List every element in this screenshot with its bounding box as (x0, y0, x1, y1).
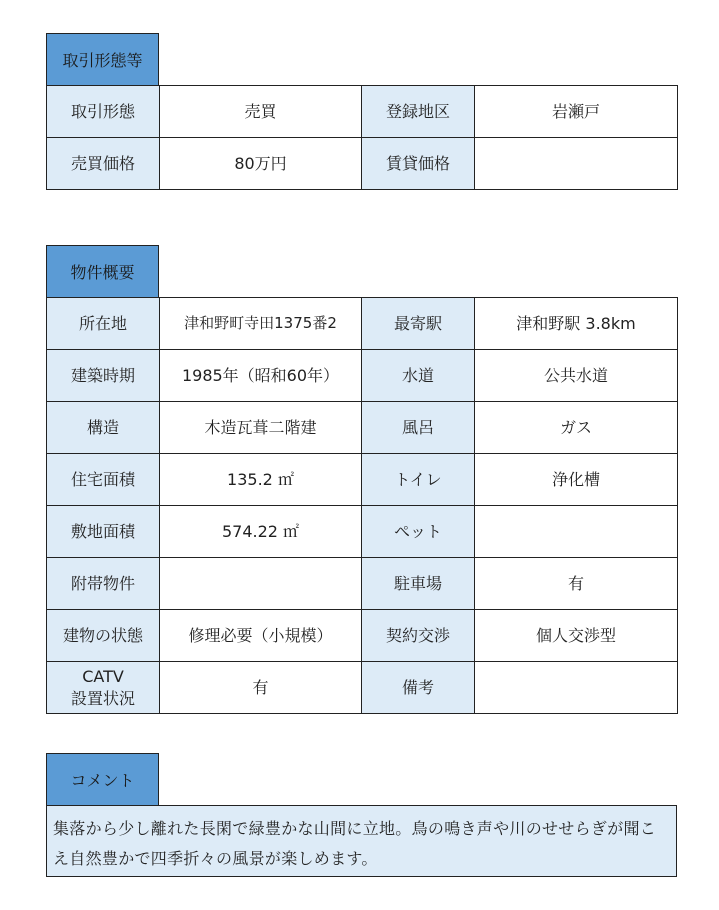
land-area-label: 敷地面積 (47, 506, 160, 558)
pet-label: ペット (362, 506, 475, 558)
table-row (47, 298, 678, 350)
table-row (47, 454, 678, 506)
bath-value: ガス (475, 402, 678, 454)
location-value: 津和野町寺田1375番2 (160, 298, 362, 350)
table-row (47, 86, 678, 138)
catv-label: CATV 設置状況 (47, 662, 160, 714)
location-label: 所在地 (47, 298, 160, 350)
structure-label: 構造 (47, 402, 160, 454)
water-supply-label: 水道 (362, 350, 475, 402)
house-area-label: 住宅面積 (47, 454, 160, 506)
table-row (47, 662, 678, 714)
catv-value: 有 (160, 662, 362, 714)
table-row (47, 506, 678, 558)
parking-value: 有 (475, 558, 678, 610)
negotiation-label: 契約交渉 (362, 610, 475, 662)
sale-price-value: 80万円 (160, 138, 362, 190)
bath-label: 風呂 (362, 402, 475, 454)
built-year-value: 1985年（昭和60年） (160, 350, 362, 402)
comment-text: 集落から少し離れた長閑で緑豊かな山間に立地。鳥の鳴き声や川のせせらぎが聞こえ自然豊かで四季折々の風景が楽しめます。 (46, 805, 677, 877)
transaction-table (46, 85, 678, 190)
nearest-station-label: 最寄駅 (362, 298, 475, 350)
negotiation-value: 個人交渉型 (475, 610, 678, 662)
rent-price-label: 賃貸価格 (362, 138, 475, 190)
sale-price-label: 売買価格 (47, 138, 160, 190)
pet-value (475, 506, 678, 558)
transaction-section-header: 取引形態等 (46, 33, 159, 85)
building-condition-value: 修理必要（小規模） (160, 610, 362, 662)
registered-area-value: 岩瀬戸 (475, 86, 678, 138)
land-area-value: 574.22 ㎡ (160, 506, 362, 558)
table-row (47, 402, 678, 454)
rent-price-value (475, 138, 678, 190)
nearest-station-value: 津和野駅 3.8km (475, 298, 678, 350)
attached-property-value (160, 558, 362, 610)
table-row (47, 138, 678, 190)
structure-value: 木造瓦葺二階建 (160, 402, 362, 454)
property-section-header: 物件概要 (46, 245, 159, 297)
property-table (46, 297, 678, 714)
building-condition-label: 建物の状態 (47, 610, 160, 662)
attached-property-label: 附帯物件 (47, 558, 160, 610)
remarks-label: 備考 (362, 662, 475, 714)
table-row (47, 610, 678, 662)
comment-section-header: コメント (46, 753, 159, 805)
table-row (47, 558, 678, 610)
table-row (47, 350, 678, 402)
house-area-value: 135.2 ㎡ (160, 454, 362, 506)
transaction-type-label: 取引形態 (47, 86, 160, 138)
parking-label: 駐車場 (362, 558, 475, 610)
water-supply-value: 公共水道 (475, 350, 678, 402)
remarks-value (475, 662, 678, 714)
registered-area-label: 登録地区 (362, 86, 475, 138)
toilet-label: トイレ (362, 454, 475, 506)
toilet-value: 浄化槽 (475, 454, 678, 506)
built-year-label: 建築時期 (47, 350, 160, 402)
transaction-type-value: 売買 (160, 86, 362, 138)
